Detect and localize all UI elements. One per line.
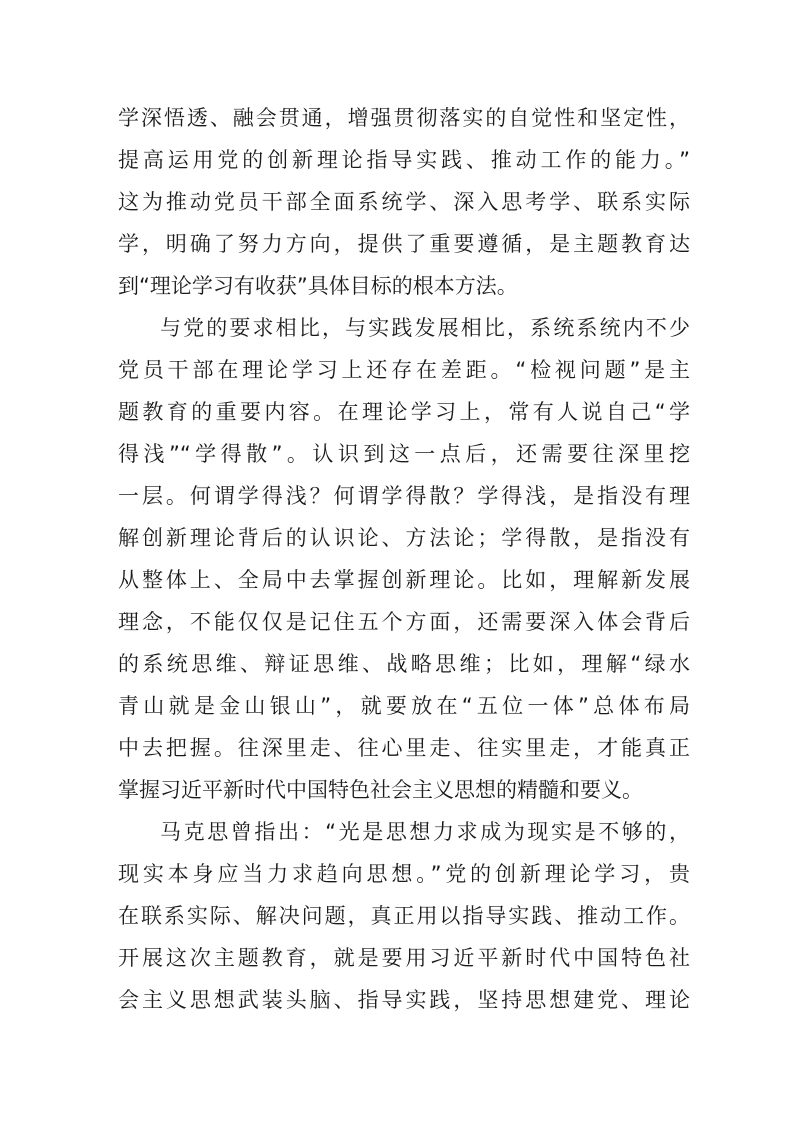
- text-line-10: 一层。何谓学得浅？何谓学得散？学得浅，是指没有理: [118, 484, 690, 508]
- paragraph-3-line-1: 马克思曾指出：“光是思想力求成为现实是不够的，: [160, 820, 690, 844]
- text-line-9: 得浅”“学得散”。认识到这一点后，还需要往深里挖: [118, 442, 690, 466]
- text-line-16: 中去把握。往深里走、往心里走、往实里走，才能真正: [118, 736, 690, 760]
- text-line-20: 在联系实际、解决问题，真正用以指导实践、推动工作。: [118, 904, 690, 928]
- text-line-15: 青山就是金山银山”，就要放在“五位一体”总体布局: [118, 694, 690, 718]
- text-line-4: 学，明确了努力方向，提供了重要遵循，是主题教育达: [118, 232, 690, 256]
- text-line-17: 掌握习近平新时代中国特色社会主义思想的精髓和要义。: [118, 778, 643, 802]
- text-line-2: 提高运用党的创新理论指导实践、推动工作的能力。”: [118, 148, 690, 172]
- text-line-3: 这为推动党员干部全面系统学、深入思考学、联系实际: [118, 190, 690, 214]
- text-line-7: 党员干部在理论学习上还存在差距。“检视问题”是主: [118, 358, 690, 382]
- text-line-13: 理念，不能仅仅是记住五个方面，还需要深入体会背后: [118, 610, 690, 634]
- text-line-1: 学深悟透、融会贯通，增强贯彻落实的自觉性和坚定性，: [118, 106, 690, 130]
- text-line-5: 到“理论学习有收获”具体目标的根本方法。: [118, 274, 518, 298]
- text-line-11: 解创新理论背后的认识论、方法论；学得散，是指没有: [118, 526, 690, 550]
- text-line-8: 题教育的重要内容。在理论学习上，常有人说自己“学: [118, 400, 690, 424]
- text-line-12: 从整体上、全局中去掌握创新理论。比如，理解新发展: [118, 568, 690, 592]
- text-line-22: 会主义思想武装头脑、指导实践，坚持思想建党、理论: [118, 988, 690, 1012]
- text-line-21: 开展这次主题教育，就是要用习近平新时代中国特色社: [118, 946, 690, 970]
- text-line-19: 现实本身应当力求趋向思想。”党的创新理论学习，贵: [118, 862, 690, 886]
- paragraph-2-line-1: 与党的要求相比，与实践发展相比，系统系统内不少: [160, 316, 690, 340]
- text-line-14: 的系统思维、辩证思维、战略思维；比如，理解“绿水: [118, 652, 690, 676]
